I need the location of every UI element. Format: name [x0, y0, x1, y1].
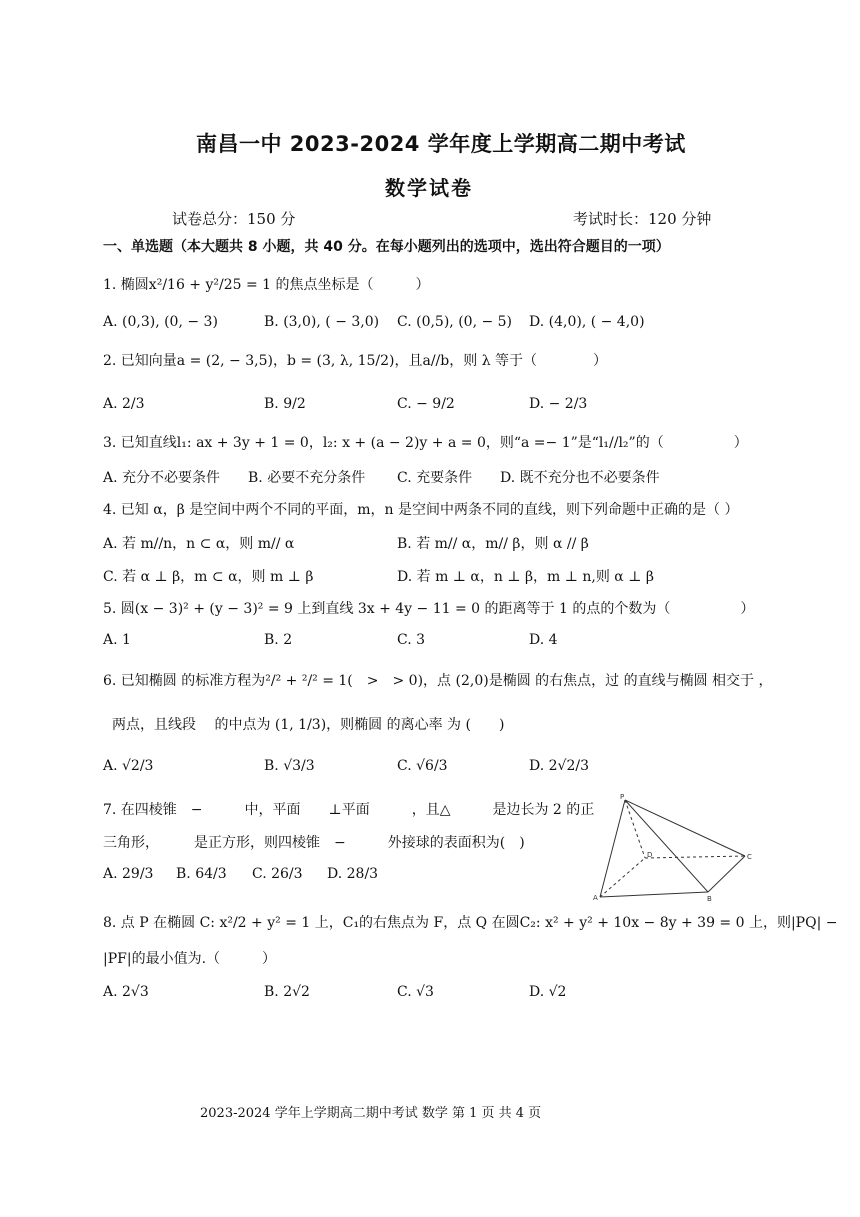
question-4-option-d: D. 若 m ⊥ α，n ⊥ β，m ⊥ n,则 α ⊥ β: [397, 569, 654, 585]
question-6-option-b: B. √3/3: [264, 758, 315, 774]
question-2-option-d: D. − 2/3: [529, 396, 588, 412]
question-7-stem-line2: 三角形， 是正方形，则四棱锥 − 外接球的表面积为( ): [103, 835, 525, 851]
question-4-stem: 4. 已知 α，β 是空间中两个不同的平面，m，n 是空间中两条不同的直线，则下列命题中正确的是（ ）: [103, 502, 739, 518]
question-8-option-a: A. 2√3: [103, 984, 149, 1000]
section-heading: 一、单选题（本大题共 8 小题，共 40 分。在每小题列出的选项中，选出符合题目的一项）: [103, 239, 670, 255]
question-7-option-a: A. 29/3: [103, 866, 154, 882]
question-8-option-d: D. √2: [529, 984, 567, 1000]
question-2-option-c: C. − 9/2: [397, 396, 455, 412]
total-score: 试卷总分：150 分: [172, 210, 296, 228]
question-3-option-b: B. 必要不充分条件: [248, 470, 366, 486]
question-1-option-d: D. (4,0), ( − 4,0): [529, 314, 645, 330]
question-6-stem-line1: 6. 已知椭圆 的标准方程为²/² + ²/² = 1( > > 0)，点 (2,0)是椭圆 的右焦点，过 的直线与椭圆 相交于 ，: [103, 673, 773, 689]
question-3-option-d: D. 既不充分也不必要条件: [500, 470, 660, 486]
question-7-option-d: D. 28/3: [327, 866, 379, 882]
vertex-label-d: D: [647, 851, 653, 859]
vertex-label-b: B: [707, 895, 712, 902]
edge-bc: [708, 856, 745, 892]
edge-ad: [600, 858, 645, 897]
question-1-option-b: B. (3,0), ( − 3,0): [264, 314, 380, 330]
question-4-option-b: B. 若 m// α，m// β，则 α // β: [397, 536, 589, 552]
vertex-label-a: A: [593, 894, 598, 902]
edge-pc: [625, 800, 745, 856]
pyramid-figure: [590, 790, 760, 902]
exam-subtitle: 数学试卷: [385, 176, 473, 200]
edge-dc: [645, 856, 745, 858]
vertex-label-p: P: [620, 793, 625, 801]
question-1-option-c: C. (0,5), (0, − 5): [397, 314, 513, 330]
question-1-stem: 1. 椭圆x²/16 + y²/25 = 1 的焦点坐标是（ ）: [103, 277, 430, 293]
edge-pd: [625, 800, 645, 858]
question-5-stem: 5. 圆(x − 3)² + (y − 3)² = 9 上到直线 3x + 4y − 11 = 0 的距离等于 1 的点的个数为（ ）: [103, 601, 755, 617]
question-6-option-d: D. 2√2/3: [529, 758, 589, 774]
question-2-option-a: A. 2/3: [103, 396, 145, 412]
question-5-option-a: A. 1: [103, 632, 131, 648]
question-6-option-c: C. √6/3: [397, 758, 448, 774]
question-8-stem-line2: |PF|的最小值为.（ ）: [103, 951, 277, 967]
question-3-stem: 3. 已知直线l₁: ax + 3y + 1 = 0，l₂: x + (a − 2)y + a = 0，则“a =− 1”是“l₁//l₂”的（ ）: [103, 435, 748, 451]
edge-pb: [625, 800, 708, 892]
question-1-option-a: A. (0,3), (0, − 3): [103, 314, 218, 330]
question-7-option-c: C. 26/3: [252, 866, 303, 882]
question-2-stem: 2. 已知向量a = (2, − 3,5)，b = (3, λ, 15/2)，且a//b，则 λ 等于（ ）: [103, 353, 608, 369]
exam-duration: 考试时长：120 分钟: [573, 210, 712, 228]
question-3-option-c: C. 充要条件: [397, 470, 473, 486]
question-6-option-a: A. √2/3: [103, 758, 154, 774]
question-5-option-d: D. 4: [529, 632, 558, 648]
question-2-option-b: B. 9/2: [264, 396, 306, 412]
question-6-stem-line2: 两点，且线段 的中点为 (1, 1/3)，则椭圆 的离心率 为 ( ): [112, 717, 505, 733]
edge-ab: [600, 892, 708, 897]
exam-title: 南昌一中 2023-2024 学年度上学期高二期中考试: [196, 132, 686, 156]
question-7-option-b: B. 64/3: [176, 866, 227, 882]
question-7-stem-line1: 7. 在四棱锥 − 中，平面 ⊥平面 ，且△ 是边长为 2 的正: [103, 802, 595, 818]
question-5-option-c: C. 3: [397, 632, 426, 648]
question-8-option-c: C. √3: [397, 984, 434, 1000]
question-4-option-c: C. 若 α ⊥ β，m ⊂ α，则 m ⊥ β: [103, 569, 314, 585]
page-footer: 2023-2024 学年上学期高二期中考试 数学 第 1 页 共 4 页: [200, 1106, 542, 1121]
question-4-option-a: A. 若 m//n，n ⊂ α，则 m// α: [103, 536, 295, 552]
question-3-option-a: A. 充分不必要条件: [103, 470, 221, 486]
vertex-label-c: C: [747, 853, 752, 861]
question-5-option-b: B. 2: [264, 632, 293, 648]
question-8-option-b: B. 2√2: [264, 984, 310, 1000]
question-8-stem-line1: 8. 点 P 在椭圆 C: x²/2 + y² = 1 上，C₁的右焦点为 F，点 Q 在圆C₂: x² + y² + 10x − 8y + 39 = 0 上，则|PQ| −: [103, 915, 838, 931]
edge-pa: [600, 800, 625, 897]
